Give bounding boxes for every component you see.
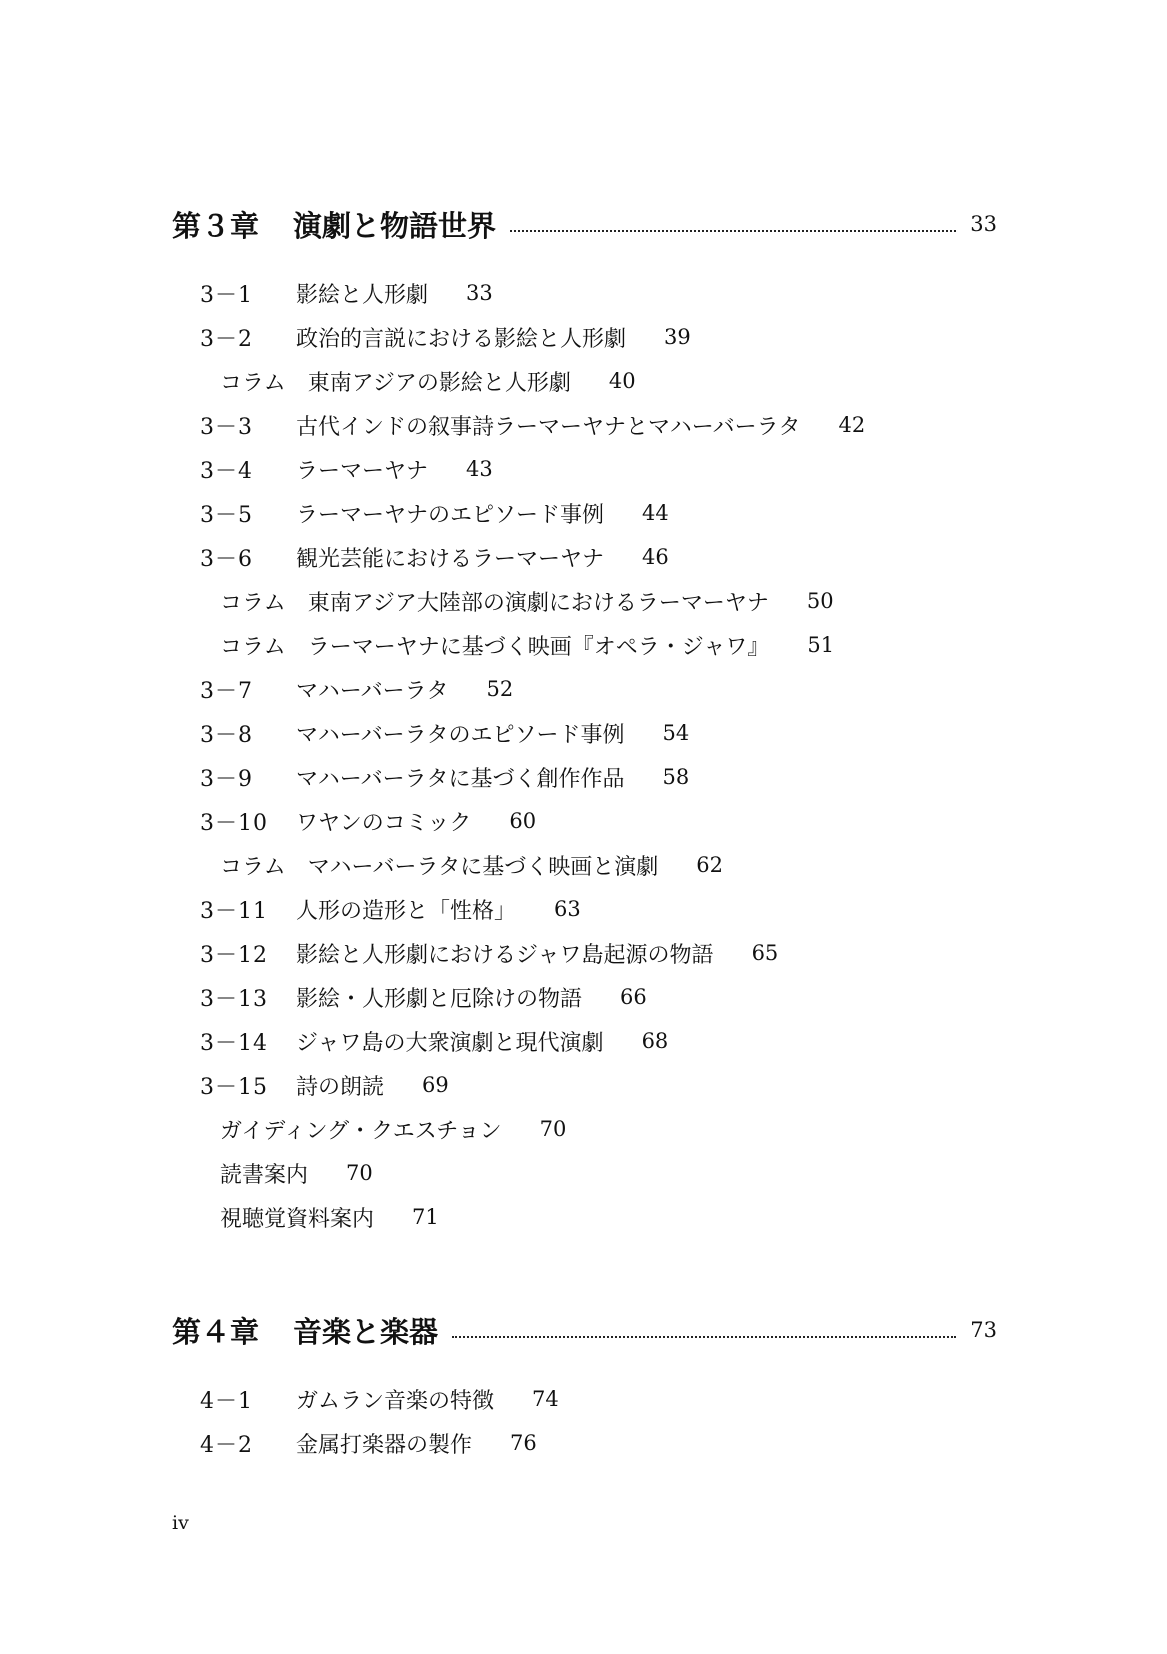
toc-entry <box>200 934 778 972</box>
toc-entry <box>200 890 581 928</box>
toc-entry <box>200 274 493 312</box>
chapter-page-number: 73 <box>970 1318 997 1342</box>
chapter-title: 演劇と物語世界 <box>293 208 497 243</box>
section-page: 39 <box>664 325 691 349</box>
section-number: 3－9 <box>200 766 253 792</box>
section-number: 3－4 <box>200 458 253 484</box>
toc-entry <box>200 758 689 796</box>
column-entry <box>220 626 834 664</box>
section-number: 3－11 <box>200 898 268 924</box>
section-title: 人形の造形と「性格」 <box>296 898 517 924</box>
chapter-number: 第４章 <box>172 1314 260 1349</box>
section-title: 影絵・人形劇と厄除けの物語 <box>296 986 583 1012</box>
section-title: 影絵と人形劇 <box>296 282 429 308</box>
section-number: 3－12 <box>200 942 268 968</box>
chapter-number: 第３章 <box>172 208 260 243</box>
section-number: 3－3 <box>200 414 253 440</box>
section-number: 4－1 <box>200 1388 253 1414</box>
section-number: 3－5 <box>200 502 253 528</box>
section-title: 影絵と人形劇におけるジャワ島起源の物語 <box>296 942 714 968</box>
toc-entry <box>200 714 689 752</box>
toc-entry <box>200 538 669 576</box>
section-page: 63 <box>554 897 581 921</box>
column-entry <box>220 846 723 884</box>
entry-title: 読書案内 <box>220 1162 309 1188</box>
section-page: 65 <box>751 941 779 965</box>
section-title: ガムラン音楽の特徴 <box>296 1388 495 1414</box>
section-title: 古代インドの叙事詩ラーマーヤナとマハーバーラタ <box>296 414 801 440</box>
section-page: 46 <box>642 545 669 569</box>
section-title: 観光芸能におけるラーマーヤナ <box>296 546 605 572</box>
section-title: ジャワ島の大衆演劇と現代演劇 <box>296 1030 604 1056</box>
section-number: 3－7 <box>200 678 253 704</box>
column-page: 51 <box>807 633 835 657</box>
chapter-heading <box>172 200 997 248</box>
column-entry <box>220 582 834 620</box>
section-number: 3－14 <box>200 1030 268 1056</box>
toc-entry <box>200 1066 449 1104</box>
column-page: 50 <box>806 589 834 613</box>
toc-entry <box>200 406 865 444</box>
toc-entry <box>200 978 647 1016</box>
section-page: 52 <box>486 677 514 701</box>
section-title: 詩の朗読 <box>296 1074 385 1100</box>
dot-leader <box>452 1330 956 1338</box>
entry-page: 70 <box>539 1117 567 1141</box>
dot-leader <box>510 224 956 232</box>
toc-entry <box>200 318 691 356</box>
section-number: 4－2 <box>200 1432 253 1458</box>
section-page: 76 <box>510 1431 537 1455</box>
toc-entry <box>200 494 669 532</box>
section-page: 60 <box>509 809 537 833</box>
section-title: 政治的言説における影絵と人形劇 <box>296 326 627 352</box>
entry-page: 71 <box>412 1205 439 1229</box>
entry-title: 視聴覚資料案内 <box>220 1206 375 1232</box>
section-title: マハーバーラタに基づく創作作品 <box>296 766 625 792</box>
toc-entry <box>200 1424 537 1462</box>
toc-entry <box>200 1380 559 1418</box>
section-title: ラーマーヤナ <box>296 458 429 484</box>
section-number: 3－8 <box>200 722 253 748</box>
guiding-questions-entry <box>220 1110 566 1148</box>
chapter-heading <box>172 1306 997 1354</box>
section-title: ワヤンのコミック <box>296 810 472 836</box>
section-number: 3－13 <box>200 986 268 1012</box>
entry-title: ガイディング・クエスチョン <box>220 1118 502 1144</box>
section-number: 3－15 <box>200 1074 268 1100</box>
section-page: 42 <box>838 413 866 437</box>
column-title: コラム マハーバーラタに基づく映画と演劇 <box>220 854 659 880</box>
toc-entry <box>200 670 513 708</box>
section-page: 74 <box>532 1387 559 1411</box>
section-page: 66 <box>620 985 647 1009</box>
section-page: 44 <box>642 501 669 525</box>
chapter-title: 音楽と楽器 <box>293 1314 439 1349</box>
toc-entry <box>200 450 493 488</box>
column-title: コラム 東南アジアの影絵と人形劇 <box>220 370 571 396</box>
column-entry <box>220 362 636 400</box>
column-title: コラム 東南アジア大陸部の演劇におけるラーマーヤナ <box>220 590 769 616</box>
section-title: 金属打楽器の製作 <box>296 1432 473 1458</box>
section-page: 33 <box>466 281 493 305</box>
section-title: ラーマーヤナのエピソード事例 <box>296 502 605 528</box>
section-number: 3－10 <box>200 810 268 836</box>
column-page: 62 <box>696 853 723 877</box>
section-title: マハーバーラタのエピソード事例 <box>296 722 625 748</box>
reading-guide-entry <box>220 1154 373 1192</box>
entry-page: 70 <box>346 1161 373 1185</box>
section-number: 3－6 <box>200 546 253 572</box>
toc-entry <box>200 802 536 840</box>
chapter-page-number: 33 <box>970 212 997 236</box>
section-number: 3－2 <box>200 326 253 352</box>
section-page: 43 <box>466 457 493 481</box>
toc-entry <box>200 1022 668 1060</box>
section-title: マハーバーラタ <box>296 678 449 704</box>
column-page: 40 <box>608 369 636 393</box>
section-page: 68 <box>641 1029 669 1053</box>
page-folio: iv <box>172 1512 189 1534</box>
section-page: 54 <box>662 721 690 745</box>
section-page: 58 <box>662 765 690 789</box>
audiovisual-guide-entry <box>220 1198 439 1236</box>
section-number: 3－1 <box>200 282 253 308</box>
column-title: コラム ラーマーヤナに基づく映画『オペラ・ジャワ』 <box>220 634 770 660</box>
section-page: 69 <box>422 1073 449 1097</box>
